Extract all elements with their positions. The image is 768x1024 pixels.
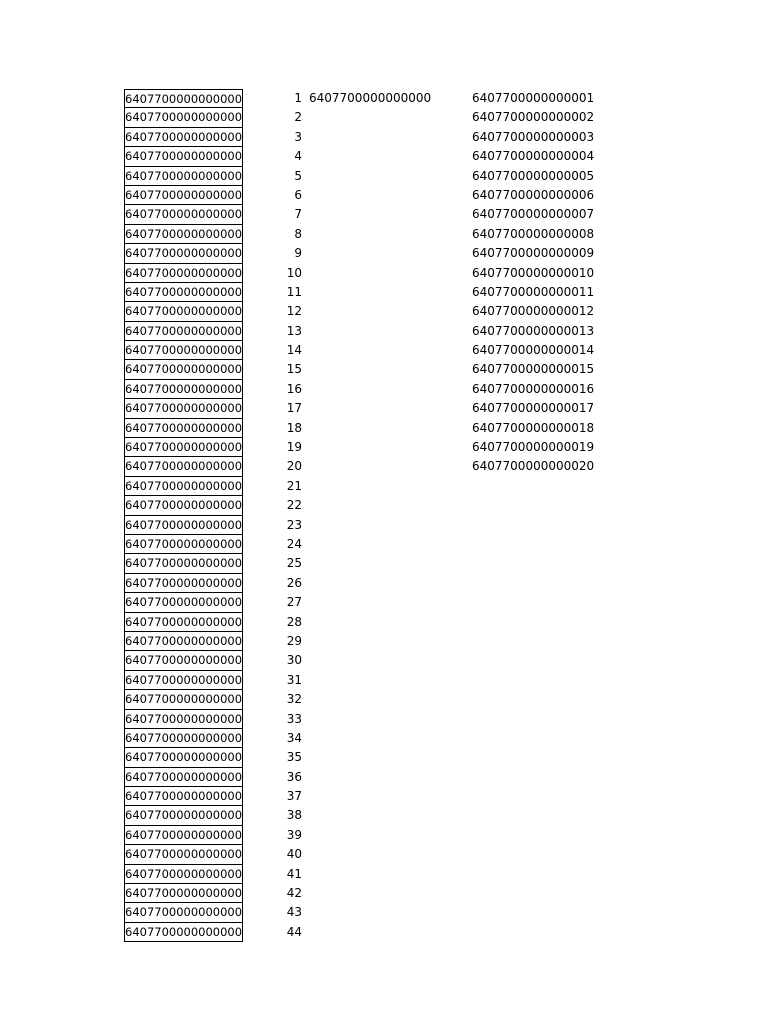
boxed-number-cell: 6407700000000000 — [124, 322, 243, 341]
row-index-cell: 31 — [286, 672, 302, 687]
row-index-cell: 13 — [286, 323, 302, 338]
boxed-number-cell: 6407700000000000 — [124, 302, 243, 321]
row-index-cell: 30 — [286, 653, 302, 668]
sequence-number-cell: 6407700000000007 — [472, 207, 595, 222]
boxed-number-cell: 6407700000000000 — [124, 690, 243, 709]
row-index-cell: 43 — [286, 905, 302, 920]
row-index-cell: 1 — [294, 91, 302, 105]
sequence-number-column — [472, 89, 602, 477]
boxed-number-cell: 6407700000000000 — [124, 205, 243, 224]
sequence-number-cell: 6407700000000001 — [472, 91, 595, 105]
row-index-cell: 4 — [294, 149, 302, 164]
boxed-number-cell: 6407700000000000 — [124, 225, 243, 244]
sequence-number-cell: 6407700000000017 — [472, 401, 595, 416]
boxed-number-cell: 6407700000000000 — [124, 923, 243, 942]
row-index-cell: 38 — [286, 808, 302, 823]
row-index-cell: 42 — [286, 886, 302, 901]
boxed-number-cell: 6407700000000000 — [124, 108, 243, 127]
row-index-cell: 15 — [286, 362, 302, 377]
row-index-cell: 14 — [286, 343, 302, 358]
sequence-number-cell: 6407700000000013 — [472, 323, 595, 338]
row-index-cell: 12 — [286, 304, 302, 319]
boxed-number-cell: 6407700000000000 — [124, 535, 243, 554]
row-index-cell: 11 — [286, 284, 302, 299]
row-index-cell: 16 — [286, 381, 302, 396]
row-index-cell: 36 — [286, 769, 302, 784]
row-index-cell: 24 — [286, 536, 302, 551]
sequence-number-cell: 6407700000000011 — [472, 284, 595, 299]
sequence-number-cell: 6407700000000019 — [472, 440, 595, 455]
row-index-cell: 21 — [286, 478, 302, 493]
boxed-number-cell: 6407700000000000 — [124, 671, 243, 690]
row-index-cell: 32 — [286, 692, 302, 707]
row-index-cell: 10 — [286, 265, 302, 280]
row-index-cell: 34 — [286, 730, 302, 745]
boxed-number-column — [124, 89, 243, 942]
row-index-cell: 22 — [286, 498, 302, 513]
boxed-number-cell: 6407700000000000 — [124, 264, 243, 283]
boxed-number-cell: 6407700000000000 — [124, 496, 243, 515]
boxed-number-cell: 6407700000000000 — [124, 438, 243, 457]
boxed-number-cell: 6407700000000000 — [124, 632, 243, 651]
boxed-number-cell: 6407700000000000 — [124, 574, 243, 593]
boxed-number-cell: 6407700000000000 — [124, 399, 243, 418]
boxed-number-cell: 6407700000000000 — [124, 806, 243, 825]
sequence-number-cell: 6407700000000020 — [472, 459, 595, 474]
sequence-number-cell: 6407700000000008 — [472, 226, 595, 241]
boxed-number-cell: 6407700000000000 — [124, 903, 243, 922]
row-index-cell: 39 — [286, 827, 302, 842]
boxed-number-cell: 6407700000000000 — [124, 845, 243, 864]
single-value-cell: 6407700000000000 — [309, 91, 432, 105]
row-index-cell: 35 — [286, 750, 302, 765]
boxed-number-cell: 6407700000000000 — [124, 186, 243, 205]
boxed-number-cell: 6407700000000000 — [124, 787, 243, 806]
row-index-cell: 25 — [286, 556, 302, 571]
boxed-number-cell: 6407700000000000 — [124, 167, 243, 186]
row-index-cell: 37 — [286, 789, 302, 804]
boxed-number-cell: 6407700000000000 — [124, 884, 243, 903]
row-index-cell: 19 — [286, 440, 302, 455]
boxed-number-cell: 6407700000000000 — [124, 283, 243, 302]
sequence-number-cell: 6407700000000002 — [472, 110, 595, 125]
boxed-number-cell: 6407700000000000 — [124, 477, 243, 496]
boxed-number-cell: 6407700000000000 — [124, 128, 243, 147]
row-index-cell: 18 — [286, 420, 302, 435]
boxed-number-cell: 6407700000000000 — [124, 748, 243, 767]
row-index-cell: 2 — [294, 110, 302, 125]
sequence-number-cell: 6407700000000010 — [472, 265, 595, 280]
row-index-cell: 26 — [286, 575, 302, 590]
row-index-cell: 17 — [286, 401, 302, 416]
row-index-cell: 44 — [286, 924, 302, 939]
row-index-cell: 29 — [286, 633, 302, 648]
sequence-number-cell: 6407700000000004 — [472, 149, 595, 164]
boxed-number-cell: 6407700000000000 — [124, 613, 243, 632]
boxed-number-cell: 6407700000000000 — [124, 360, 243, 379]
row-index-cell: 28 — [286, 614, 302, 629]
boxed-number-cell: 6407700000000000 — [124, 89, 243, 108]
row-index-cell: 33 — [286, 711, 302, 726]
boxed-number-cell: 6407700000000000 — [124, 729, 243, 748]
boxed-number-cell: 6407700000000000 — [124, 244, 243, 263]
sequence-number-cell: 6407700000000012 — [472, 304, 595, 319]
boxed-number-cell: 6407700000000000 — [124, 147, 243, 166]
row-index-cell: 6 — [294, 187, 302, 202]
sequence-number-cell: 6407700000000003 — [472, 129, 595, 144]
sequence-number-cell: 6407700000000006 — [472, 187, 595, 202]
boxed-number-cell: 6407700000000000 — [124, 419, 243, 438]
row-index-column — [262, 89, 302, 942]
sequence-number-cell: 6407700000000018 — [472, 420, 595, 435]
row-index-cell: 23 — [286, 517, 302, 532]
boxed-number-cell: 6407700000000000 — [124, 826, 243, 845]
row-index-cell: 7 — [294, 207, 302, 222]
row-index-cell: 9 — [294, 246, 302, 261]
row-index-cell: 27 — [286, 595, 302, 610]
sequence-number-cell: 6407700000000015 — [472, 362, 595, 377]
boxed-number-cell: 6407700000000000 — [124, 380, 243, 399]
boxed-number-cell: 6407700000000000 — [124, 768, 243, 787]
boxed-number-cell: 6407700000000000 — [124, 865, 243, 884]
boxed-number-cell: 6407700000000000 — [124, 341, 243, 360]
boxed-number-cell: 6407700000000000 — [124, 710, 243, 729]
sequence-number-cell: 6407700000000009 — [472, 246, 595, 261]
row-index-cell: 20 — [286, 459, 302, 474]
boxed-number-cell: 6407700000000000 — [124, 457, 243, 476]
boxed-number-cell: 6407700000000000 — [124, 516, 243, 535]
boxed-number-cell: 6407700000000000 — [124, 651, 243, 670]
sequence-number-cell: 6407700000000014 — [472, 343, 595, 358]
row-index-cell: 40 — [286, 847, 302, 862]
row-index-cell: 41 — [286, 866, 302, 881]
boxed-number-cell: 6407700000000000 — [124, 593, 243, 612]
sequence-number-cell: 6407700000000016 — [472, 381, 595, 396]
row-index-cell: 3 — [294, 129, 302, 144]
sequence-number-cell: 6407700000000005 — [472, 168, 595, 183]
row-index-cell: 8 — [294, 226, 302, 241]
boxed-number-cell: 6407700000000000 — [124, 554, 243, 573]
row-index-cell: 5 — [294, 168, 302, 183]
